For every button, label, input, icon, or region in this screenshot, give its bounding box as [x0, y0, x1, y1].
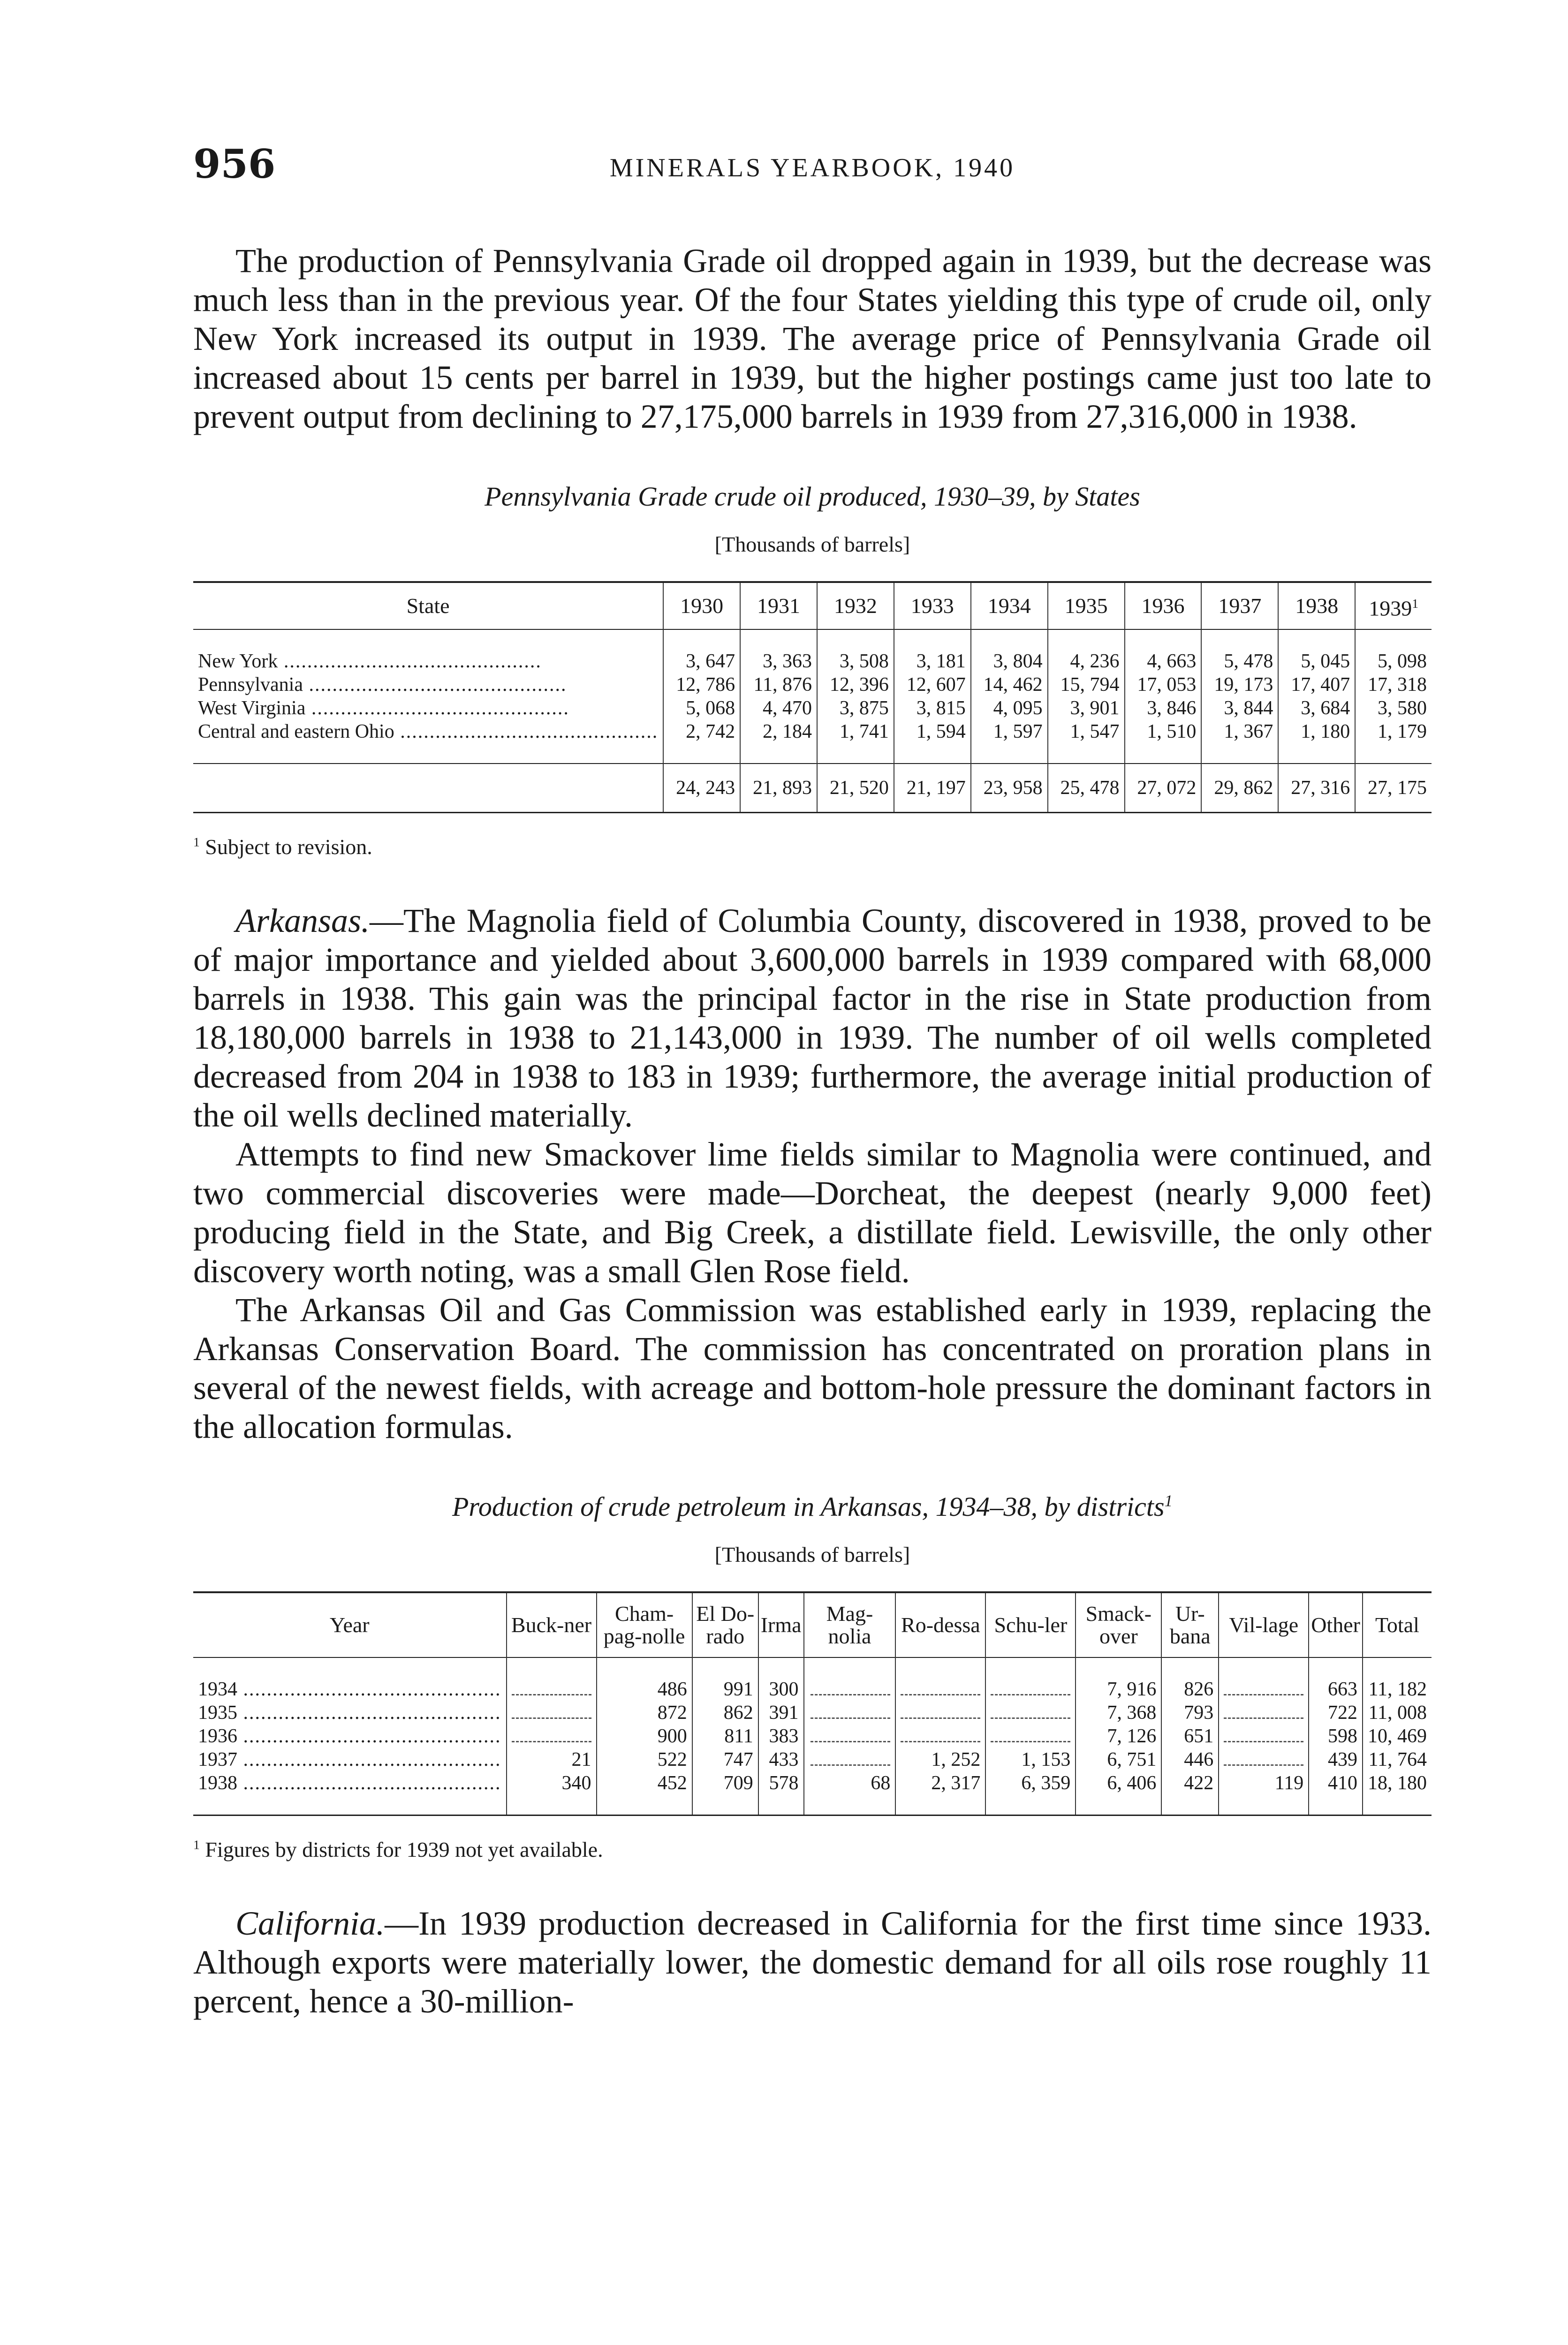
table-cell: 5, 068	[663, 696, 740, 720]
col-header: 1937	[1201, 582, 1278, 629]
col-header: Schu-ler	[985, 1592, 1076, 1657]
table-cell: 21	[507, 1748, 597, 1771]
table-cell: 1, 367	[1201, 720, 1278, 764]
table-cell: 2, 184	[740, 720, 817, 764]
row-label: Central and eastern Ohio .....	[193, 720, 663, 764]
table-cell: 11, 008	[1363, 1701, 1432, 1725]
blank-leader	[991, 1702, 1070, 1719]
blank-leader	[512, 1678, 591, 1695]
table-cell: 11, 764	[1363, 1748, 1432, 1771]
table-cell: 3, 844	[1201, 696, 1278, 720]
table-cell: 422	[1161, 1771, 1219, 1815]
table-cell: 862	[692, 1701, 758, 1725]
table-cell: 17, 407	[1278, 673, 1355, 696]
table-cell: 578	[758, 1771, 804, 1815]
table-cell: 2, 317	[895, 1771, 985, 1815]
table-cell: 811	[692, 1725, 758, 1748]
col-header: 1932	[817, 582, 894, 629]
blank-leader	[811, 1748, 890, 1766]
table-cell: 598	[1309, 1725, 1363, 1748]
table-cell: 3, 647	[663, 629, 740, 673]
blank-leader	[512, 1702, 591, 1719]
empty-cell	[507, 1657, 597, 1701]
table-cell: 300	[758, 1657, 804, 1701]
row-label: 1937 .....	[193, 1748, 507, 1771]
table-row	[193, 720, 1432, 764]
intro-paragraph: The production of Pennsylvania Grade oil dropped again in 1939, but the decrease was much less than in the previous year. Of the four States yielding this type of crude oil, only New York increased its output in 1939. The average price of Pennsylvania Grade oil increased about 15 cents per barrel in 1939, but the higher postings came just too late to prevent output from declining to 27,175,000 barrels in 1939 from 27,316,000 in 1938.	[193, 242, 1432, 435]
empty-cell	[985, 1657, 1076, 1701]
total-cell: 27, 316	[1278, 764, 1355, 813]
arkansas-paragraph-1	[193, 901, 1432, 1135]
table-row	[193, 1657, 1432, 1701]
table-cell: 3, 901	[1048, 696, 1125, 720]
table2-header-row	[193, 1592, 1432, 1657]
running-title: MINERALS YEARBOOK, 1940	[609, 153, 1015, 182]
row-label: 1936 .....	[193, 1725, 507, 1748]
table-cell: 6, 359	[985, 1771, 1076, 1815]
col-header: 1930	[663, 582, 740, 629]
page-number: 956	[193, 141, 276, 187]
table-cell: 1, 594	[894, 720, 971, 764]
table-cell: 722	[1309, 1701, 1363, 1725]
table-cell: 3, 684	[1278, 696, 1355, 720]
empty-cell	[895, 1657, 985, 1701]
table1-caption: Pennsylvania Grade crude oil produced, 1930–39, by States	[485, 481, 1140, 512]
row-label: West Virginia .....	[193, 696, 663, 720]
table-cell: 6, 751	[1076, 1748, 1161, 1771]
table-cell: 15, 794	[1048, 673, 1125, 696]
running-head	[193, 141, 1432, 192]
table-cell: 1, 510	[1125, 720, 1202, 764]
table-cell: 119	[1219, 1771, 1309, 1815]
col-header: Mag-nolia	[804, 1592, 896, 1657]
table-cell: 709	[692, 1771, 758, 1815]
table-row	[193, 1748, 1432, 1771]
table-cell: 383	[758, 1725, 804, 1748]
table-cell: 486	[597, 1657, 692, 1701]
table-row	[193, 1701, 1432, 1725]
table-cell: 1, 547	[1048, 720, 1125, 764]
table-cell: 12, 607	[894, 673, 971, 696]
col-header: Ro-dessa	[895, 1592, 985, 1657]
table-cell: 826	[1161, 1657, 1219, 1701]
row-label: 1935 .....	[193, 1701, 507, 1725]
empty-cell	[804, 1748, 896, 1771]
total-cell: 27, 072	[1125, 764, 1202, 813]
table-cell: 14, 462	[971, 673, 1048, 696]
col-header-1939	[1355, 582, 1432, 629]
table-cell: 3, 804	[971, 629, 1048, 673]
table-cell: 1, 180	[1278, 720, 1355, 764]
total-cell: 21, 893	[740, 764, 817, 813]
empty-cell	[895, 1725, 985, 1748]
table-cell: 19, 173	[1201, 673, 1278, 696]
total-cell: 27, 175	[1355, 764, 1432, 813]
table1-unit: [Thousands of barrels]	[714, 532, 910, 556]
col-header: Irma	[758, 1592, 804, 1657]
arkansas-districts-table	[193, 1591, 1432, 1815]
blank-leader	[991, 1678, 1070, 1695]
table-row	[193, 673, 1432, 696]
col-header: State	[406, 594, 450, 618]
table-cell: 18, 180	[1363, 1771, 1432, 1815]
col-header: 1931	[740, 582, 817, 629]
table-cell: 5, 045	[1278, 629, 1355, 673]
table2-footnote	[193, 1837, 1432, 1862]
table-cell: 11, 876	[740, 673, 817, 696]
empty-cell	[1219, 1748, 1309, 1771]
total-cell: 24, 243	[663, 764, 740, 813]
table-cell: 433	[758, 1748, 804, 1771]
pennsylvania-grade-table	[193, 581, 1432, 813]
col-header: Buck-ner	[507, 1592, 597, 1657]
table-cell: 446	[1161, 1748, 1219, 1771]
table-cell: 3, 181	[894, 629, 971, 673]
table-cell: 651	[1161, 1725, 1219, 1748]
table-cell: 747	[692, 1748, 758, 1771]
col-header: Cham-pag-nolle	[597, 1592, 692, 1657]
california-paragraph	[193, 1904, 1432, 2021]
table1-footnote	[193, 834, 1432, 859]
empty-cell	[1219, 1725, 1309, 1748]
table-cell: 439	[1309, 1748, 1363, 1771]
table-cell: 900	[597, 1725, 692, 1748]
table-row	[193, 1771, 1432, 1815]
blank-leader	[901, 1678, 980, 1695]
empty-cell	[1219, 1657, 1309, 1701]
row-label: Pennsylvania .....	[193, 673, 663, 696]
row-label: New York .....	[193, 629, 663, 673]
col-header: Other	[1309, 1592, 1363, 1657]
col-header: 1938	[1278, 582, 1355, 629]
table2-bottom-rule	[193, 1815, 1432, 1816]
col-header: Year	[329, 1613, 370, 1637]
table2-caption-text: Production of crude petroleum in Arkansas, 1934–38, by districts	[452, 1491, 1165, 1522]
table2-caption	[193, 1491, 1432, 1522]
document-page	[193, 141, 1432, 2021]
empty-cell	[507, 1701, 597, 1725]
table-cell: 4, 236	[1048, 629, 1125, 673]
table-cell: 17, 053	[1125, 673, 1202, 696]
empty-cell	[985, 1725, 1076, 1748]
table-cell: 793	[1161, 1701, 1219, 1725]
table-cell: 991	[692, 1657, 758, 1701]
footnote-mark: 1	[193, 835, 200, 849]
table-cell: 3, 580	[1355, 696, 1432, 720]
table-cell: 3, 508	[817, 629, 894, 673]
col-header: Ur-bana	[1161, 1592, 1219, 1657]
col-header: El Do-rado	[692, 1592, 758, 1657]
blank-leader	[901, 1725, 980, 1742]
table-cell: 4, 663	[1125, 629, 1202, 673]
caption-footnote-ref: 1	[1164, 1492, 1173, 1510]
blank-leader	[1224, 1725, 1303, 1742]
table-cell: 5, 478	[1201, 629, 1278, 673]
empty-cell	[804, 1725, 896, 1748]
blank-leader	[811, 1702, 890, 1719]
table-cell: 410	[1309, 1771, 1363, 1815]
table-cell: 1, 741	[817, 720, 894, 764]
table-cell: 12, 396	[817, 673, 894, 696]
table-cell: 3, 815	[894, 696, 971, 720]
table-cell: 1, 252	[895, 1748, 985, 1771]
total-cell: 21, 520	[817, 764, 894, 813]
total-cell: 21, 197	[894, 764, 971, 813]
table-cell: 3, 846	[1125, 696, 1202, 720]
total-label-empty	[193, 764, 663, 813]
col-header: 1936	[1125, 582, 1202, 629]
arkansas-paragraph-3: The Arkansas Oil and Gas Commission was established early in 1939, replacing the Arkansas Conservation Board. The commission has concentrated on proration plans in several of the newest fields, with acreage and bottom-hole pressure the dominant factors in the allocation formulas.	[193, 1291, 1432, 1446]
row-label: 1934 .....	[193, 1657, 507, 1701]
table-cell: 340	[507, 1771, 597, 1815]
blank-leader	[1224, 1678, 1303, 1695]
col-header: 1934	[971, 582, 1048, 629]
arkansas-lead-in: Arkansas.	[235, 902, 370, 940]
table1-header-row	[193, 582, 1432, 629]
col-header: 1935	[1048, 582, 1125, 629]
footnote-text: Figures by districts for 1939 not yet available.	[205, 1838, 603, 1862]
empty-cell	[804, 1657, 896, 1701]
table-row	[193, 696, 1432, 720]
table1-total-row	[193, 764, 1432, 813]
blank-leader	[901, 1702, 980, 1719]
table-cell: 17, 318	[1355, 673, 1432, 696]
table-cell: 7, 368	[1076, 1701, 1161, 1725]
table-row	[193, 629, 1432, 673]
footnote-text: Subject to revision.	[205, 835, 372, 859]
col-header: Total	[1363, 1592, 1432, 1657]
table-cell: 3, 363	[740, 629, 817, 673]
col-header: Vil-lage	[1219, 1592, 1309, 1657]
table-cell: 11, 182	[1363, 1657, 1432, 1701]
blank-leader	[1224, 1702, 1303, 1719]
footnote-mark: 1	[193, 1838, 200, 1852]
blank-leader	[1224, 1748, 1303, 1766]
blank-leader	[811, 1725, 890, 1742]
table-cell: 663	[1309, 1657, 1363, 1701]
table-cell: 10, 469	[1363, 1725, 1432, 1748]
blank-leader	[512, 1725, 591, 1742]
table-cell: 2, 742	[663, 720, 740, 764]
blank-leader	[811, 1678, 890, 1695]
table-cell: 1, 597	[971, 720, 1048, 764]
empty-cell	[804, 1701, 896, 1725]
table-cell: 1, 153	[985, 1748, 1076, 1771]
arkansas-paragraph-2: Attempts to find new Smackover lime fields similar to Magnolia were continued, and two commercial discoveries were made—Dorcheat, the deepest (nearly 9,000 feet) producing field in the State, and Big Creek, a distillate field. Lewisville, the only other discovery worth noting, was a small Glen Rose field.	[193, 1135, 1432, 1290]
table-cell: 872	[597, 1701, 692, 1725]
table-cell: 7, 126	[1076, 1725, 1161, 1748]
table-row	[193, 1725, 1432, 1748]
total-cell: 23, 958	[971, 764, 1048, 813]
arkansas-p1-text: —The Magnolia field of Columbia County, discovered in 1938, proved to be of major importance and yielded about 3,600,000 barrels in 1939 compared with 68,000 barrels in 1938. This gain was the principal factor in the rise in State production from 18,180,000 barrels in 1938 to 21,143,000 in 1939. The number of oil wells completed decreased from 204 in 1938 to 183 in 1939; furthermore, the average initial production of the oil wells declined materially.	[193, 902, 1432, 1135]
table-cell: 3, 875	[817, 696, 894, 720]
table-cell: 1, 179	[1355, 720, 1432, 764]
table-cell: 452	[597, 1771, 692, 1815]
table-cell: 7, 916	[1076, 1657, 1161, 1701]
table-cell: 12, 786	[663, 673, 740, 696]
table2-unit: [Thousands of barrels]	[714, 1543, 910, 1567]
blank-leader	[991, 1725, 1070, 1742]
row-label: 1938 .....	[193, 1771, 507, 1815]
empty-cell	[1219, 1701, 1309, 1725]
table-cell: 6, 406	[1076, 1771, 1161, 1815]
col-header-text: 1939	[1369, 596, 1412, 620]
table-cell: 4, 470	[740, 696, 817, 720]
empty-cell	[985, 1701, 1076, 1725]
empty-cell	[507, 1725, 597, 1748]
total-cell: 25, 478	[1048, 764, 1125, 813]
col-header: 1933	[894, 582, 971, 629]
table-cell: 68	[804, 1771, 896, 1815]
table-cell: 5, 098	[1355, 629, 1432, 673]
table-cell: 522	[597, 1748, 692, 1771]
footnote-ref: 1	[1412, 596, 1418, 611]
table-cell: 4, 095	[971, 696, 1048, 720]
california-p1-text: —In 1939 production decreased in California for the first time since 1933. Although exports were materially lower, the domestic demand for all oils rose roughly 11 percent, hence a 30-million-	[193, 1905, 1432, 2020]
california-lead-in: California.	[235, 1905, 385, 1943]
col-header: Smack-over	[1076, 1592, 1161, 1657]
empty-cell	[895, 1701, 985, 1725]
total-cell: 29, 862	[1201, 764, 1278, 813]
table-cell: 391	[758, 1701, 804, 1725]
